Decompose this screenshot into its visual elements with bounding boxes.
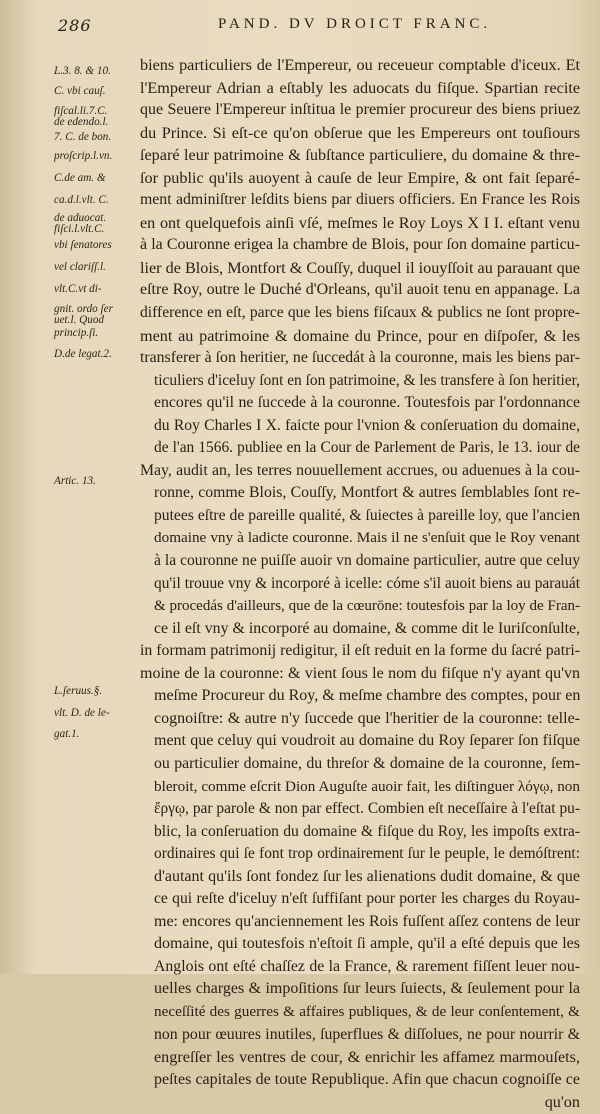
text-line: May, audit an, les terres nouuellement accrues, ou aduenues à la cou- (140, 461, 580, 479)
text-line: lier de Blois, Montfort & Couſſy, duquel il iouyſſoit au parauant que (140, 258, 580, 277)
text-line: ce il eſt vny & incorporé au domaine, & comme dit le Iuriſconſulte, (154, 619, 580, 637)
text-line: cognoiſtre: & autre n'y ſuccede que l'heritier de la couronne: telle- (154, 709, 580, 727)
text-line: meſme Procureur du Roy, & meſme chambre des comptes, pour en (154, 687, 580, 705)
text-line: ſeparé leur patrimoine & ſubſtance particuliere, du domaine & thre- (140, 146, 580, 165)
text-line: de l'an 1566. publiee en la Cour de Parlement de Paris, le 13. iour de (154, 439, 580, 457)
margin-note: gat.1. (54, 728, 80, 740)
text-line: ment que celuy qui voudroit au domaine du Roy ſeparer ſon fiſque (154, 732, 580, 750)
text-line: domaine, qui toutesfois n'eſtoit ſi ample, qu'il a eſté depuis que les (154, 935, 580, 953)
text-line: eſtre Roy, outre le Duché d'Orleans, qu'il auoit tenu en appanage. La (140, 281, 580, 299)
margin-note: princip.ſi. (54, 327, 99, 339)
margin-note: uet.l. Quod (54, 314, 105, 326)
margin-note: fiſci.l.vlt.C. (54, 223, 105, 235)
margin-note: Artic. 13. (54, 475, 96, 487)
text-line: & procedás d'ailleurs, que de la cœurōne: toutesfois par la loy de Fran- (154, 598, 580, 615)
text-line: ἔργῳ, par parole & non par effect. Combien eſt neceſſaire à l'eſtat pu- (154, 800, 580, 818)
text-line: ticuliers d'iceluy ſont en ſon patrimoine, & les transfere à ſon heritier, (154, 371, 580, 389)
text-line: du Roy Charles I X. faicte pour l'vnion & conſeruation du domaine, (154, 416, 580, 434)
text-line: bleroit, comme eſcrit Dion Auguſte auoir fait, les diſtinguer λόγῳ, non (154, 777, 580, 795)
text-line: transferer à ſon heritier, ne ſuccedát à la couronne, mais les biens par- (140, 349, 580, 367)
text-line: Anglois ont eſté chaſſez de la France, & rarement fiſſent leuer nou- (154, 957, 580, 975)
text-line: me: encores qu'anciennement les Rois fuſſent aſſez contens de leur (154, 912, 580, 930)
text-line: ce qui reſte d'iceluy n'eſt ſuffiſant pour porter les charges du Royau- (154, 890, 580, 908)
text-line: ment au patrimoine & domaine du Prince, pour en diſpoſer, & les (140, 326, 580, 345)
text-line: ſor public qu'ils auoyent à cauſe de leur Empire, & ont fait ſeparé- (140, 168, 580, 187)
margin-note: C. vbi cauſ. (54, 85, 106, 97)
text-line: in formam patrimonij redigitur, il eſt reduit en la forme du ſacré patri- (140, 642, 580, 660)
margin-note: vel clariſſ.l. (54, 261, 106, 273)
text-line: uelles charges & impoſitions ſur leurs ſuiects, & ſeulement pour la (154, 980, 580, 998)
text-line: en ont quelquefois ainſi vſé, meſmes le Roy Loys X I I. eſtant venu (140, 213, 580, 232)
margin-note: D.de legat.2. (54, 348, 112, 360)
catchword: qu'on (544, 1093, 580, 1112)
margin-note: gnit. ordo ſer (54, 303, 113, 315)
text-line: biens particuliers de l'Empereur, ou receueur comptable d'iceux. Et (140, 56, 580, 74)
text-line: moine de la couronne: & vient ſous le nom du fiſque n'y ayant qu'vn (140, 664, 580, 682)
margin-note: fiſcal.li.7.C. (54, 105, 108, 117)
text-line: engreſſer les ventres de cour, & enrichir les affamez marmouſets, (154, 1048, 580, 1067)
text-line: putees eſtre de pareille qualité, & ſuiectes à pareille loy, que l'ancien (154, 506, 580, 524)
text-line: à la couronne ne puiſſe auoir vn domaine particulier, autre que celuy (154, 552, 580, 570)
margin-note: L.ſeruus.§. (54, 685, 103, 697)
text-line: encores qu'il ne ſuccede à la couronne. Toutesfois par l'ordonnance (154, 394, 580, 412)
text-line: que Seuere l'Empereur inſtitua le premier procureur des biens priuez (140, 101, 580, 119)
text-line: neceſſité des guerres & affaires publiques, & de leur conſentement, & (154, 1002, 580, 1020)
page-number: 286 (58, 16, 92, 35)
text-line: qu'il trouue vny & incorporé à icelle: cóme s'il auoit biens au parauát (154, 574, 580, 592)
margin-note: vbi ſenatores (54, 239, 112, 251)
text-line: difference en eſt, parce que les biens fiſcaux & publics ne ſont propre- (140, 304, 580, 322)
text-line: ou particulier domaine, du threſor & domaine de la couronne, ſem- (154, 754, 580, 772)
text-line: non pour œuures inutiles, ſuperflues & diſſolues, ne pour nourrir & (154, 1025, 580, 1043)
running-title: PAND. DV DROICT FRANC. (218, 16, 492, 32)
margin-note: de edendo.l. (54, 116, 109, 128)
margin-note: 7. C. de bon. (54, 131, 112, 143)
text-line: d'autant qu'ils ſont fondez ſur les alienations dudit domaine, & que (154, 867, 580, 885)
text-line: blic, la conſeruation du domaine & fiſque du Roy, les impoſts extra- (154, 822, 580, 840)
margin-note: ca.d.l.vlt. C. (54, 194, 109, 206)
margin-note: L.3. 8. & 10. (54, 65, 111, 77)
margin-note: vlt.C.vt di- (54, 283, 102, 295)
margin-note: proſcrip.l.vn. (54, 150, 113, 162)
text-line: ment adminiſtrer leſdits biens par diuers officiers. En France les Rois (140, 191, 580, 209)
text-line: l'Empereur Adrian a eſtably les aduocats du fiſque. Spartian recite (140, 78, 580, 97)
text-line: ronne, comme Blois, Couſſy, Montfort & autres ſemblables ſont re- (154, 484, 580, 502)
text-line: domaine vny à ladicte couronne. Mais il ne s'enſuit que le Roy venant (154, 529, 580, 547)
text-line: à la Couronne erigea la chambre de Blois, pour ſon domaine particu- (140, 236, 580, 254)
body-text (140, 54, 580, 1114)
margin-note: vlt. D. de le- (54, 707, 110, 719)
margin-note: C.de am. & (54, 172, 106, 184)
text-line: ordinaires qui ſe font trop ordinairement ſur le peuple, le demóſtrent: (154, 845, 580, 863)
text-line: du Prince. Si eſt-ce qu'on obſerue que les Empereurs ont touſiours (140, 123, 580, 142)
text-line: peſtes capitales de toute Republique. Afin que chacun cognoiſſe ce (154, 1070, 580, 1088)
margin-note: de aduocat. (54, 212, 107, 224)
page-header (58, 14, 580, 40)
